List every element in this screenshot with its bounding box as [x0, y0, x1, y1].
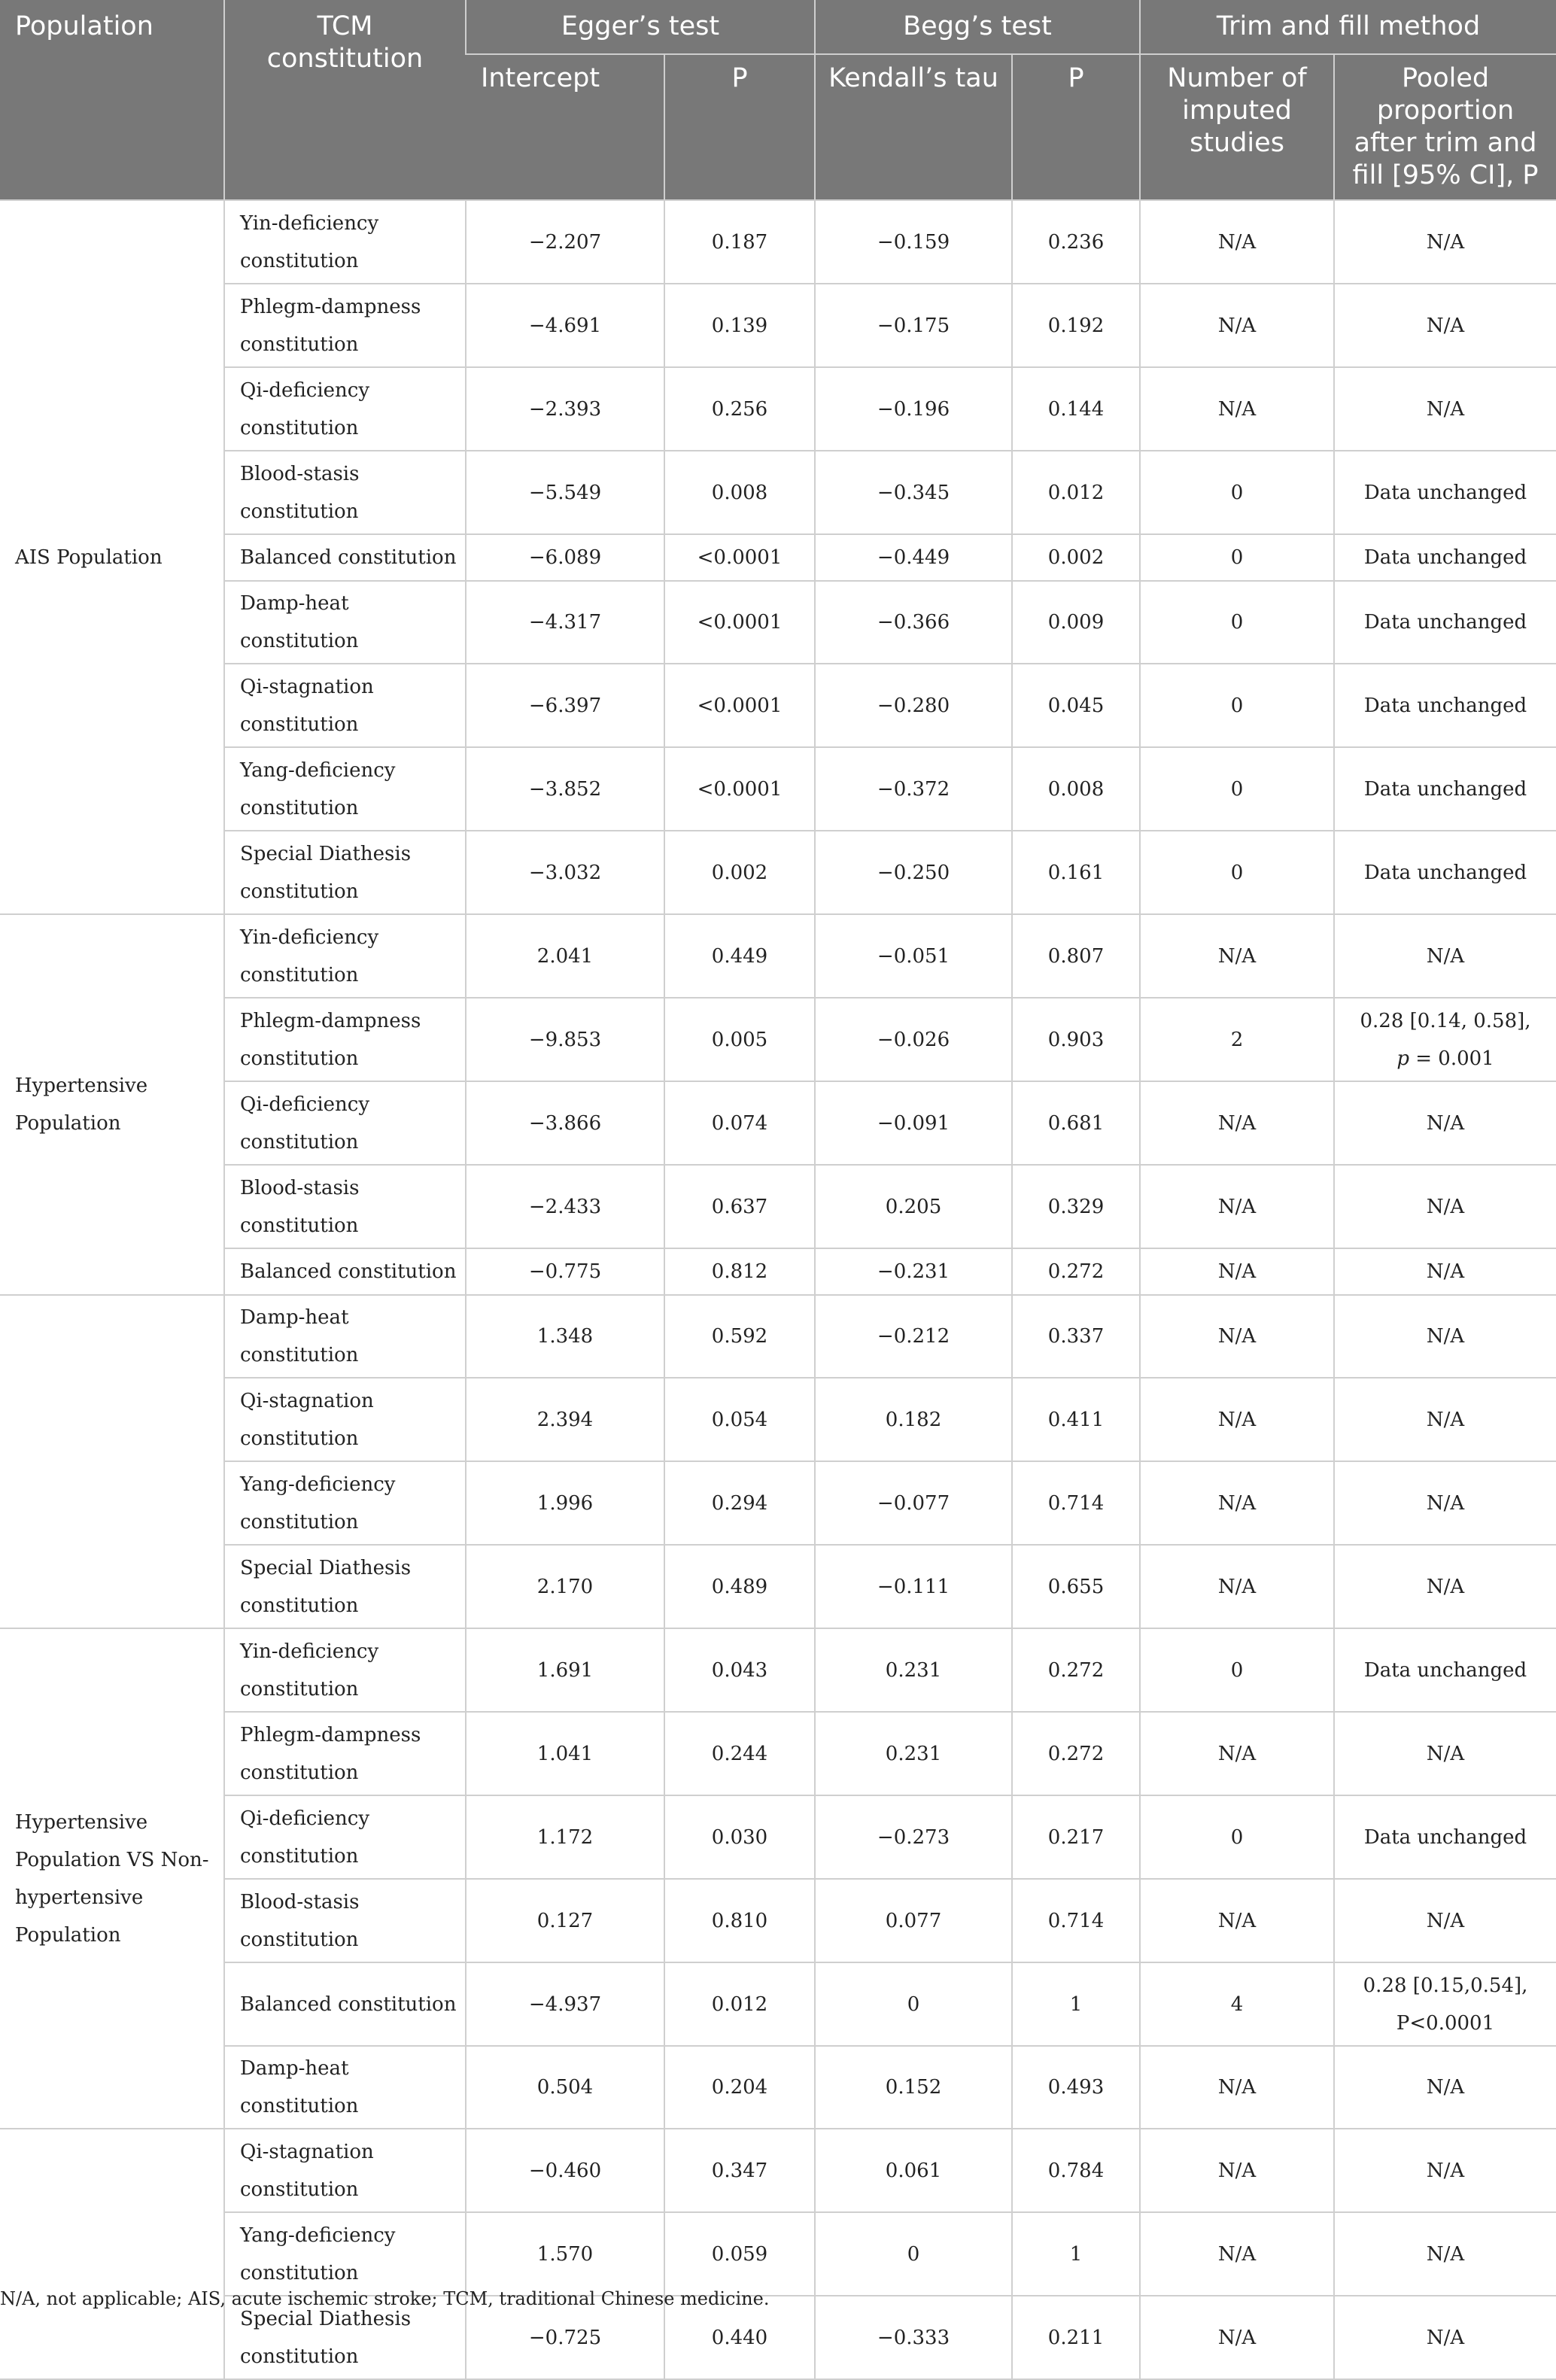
egger-intercept-cell: 1.691	[466, 1628, 664, 1712]
header-beggs-test: Begg’s test	[815, 0, 1140, 54]
kendalls-tau-cell: 0.231	[815, 1712, 1012, 1795]
kendalls-tau-cell: 0.231	[815, 1628, 1012, 1712]
table-row	[0, 451, 1556, 534]
population-cell: Hypertensive Population VS Non-hypertensive Population	[0, 1628, 224, 2129]
begg-p-cell: 0.217	[1012, 1795, 1140, 1879]
kendalls-tau-cell: −0.250	[815, 831, 1012, 914]
egger-p-cell: <0.0001	[664, 664, 815, 747]
egger-intercept-cell: −9.853	[466, 998, 664, 1081]
kendalls-tau-cell: −0.449	[815, 534, 1012, 581]
kendalls-tau-cell: −0.091	[815, 1081, 1012, 1165]
table-row	[0, 1628, 1556, 1712]
kendalls-tau-cell: −0.051	[815, 914, 1012, 998]
table-row	[0, 367, 1556, 451]
pooled-proportion-cell: N/A	[1334, 2212, 1556, 2296]
begg-p-cell: 0.161	[1012, 831, 1140, 914]
tcm-constitution-cell: Phlegm-dampness constitution	[224, 998, 466, 1081]
header-egger-p: P	[664, 54, 815, 200]
pooled-proportion-cell: N/A	[1334, 1165, 1556, 1248]
tcm-constitution-cell: Yang-deficiency constitution	[224, 1461, 466, 1545]
kendalls-tau-cell: −0.345	[815, 451, 1012, 534]
begg-p-cell: 0.211	[1012, 2296, 1140, 2379]
tcm-constitution-cell: Damp-heat constitution	[224, 581, 466, 664]
imputed-studies-cell: N/A	[1140, 1545, 1334, 1628]
tcm-constitution-cell: Qi-deficiency constitution	[224, 1795, 466, 1879]
pooled-proportion-cell: Data unchanged	[1334, 581, 1556, 664]
tcm-constitution-cell: Balanced constitution	[224, 1962, 466, 2046]
begg-p-cell: 0.681	[1012, 1081, 1140, 1165]
tcm-constitution-cell: Special Diathesis constitution	[224, 831, 466, 914]
kendalls-tau-cell: −0.159	[815, 200, 1012, 284]
kendalls-tau-cell: 0.152	[815, 2046, 1012, 2129]
table-row	[0, 1879, 1556, 1962]
imputed-studies-cell: N/A	[1140, 367, 1334, 451]
imputed-studies-cell: N/A	[1140, 1378, 1334, 1461]
pooled-proportion-cell: Data unchanged	[1334, 1628, 1556, 1712]
tcm-constitution-cell: Damp-heat constitution	[224, 1295, 466, 1378]
egger-p-cell: 0.005	[664, 998, 815, 1081]
egger-intercept-cell: −2.207	[466, 200, 664, 284]
table-row	[0, 1461, 1556, 1545]
egger-intercept-cell: −5.549	[466, 451, 664, 534]
kendalls-tau-cell: 0	[815, 1962, 1012, 2046]
pooled-proportion-cell: N/A	[1334, 1879, 1556, 1962]
table-row	[0, 2046, 1556, 2129]
table-row	[0, 1545, 1556, 1628]
egger-intercept-cell: 1.348	[466, 1295, 664, 1378]
imputed-studies-cell: 0	[1140, 831, 1334, 914]
imputed-studies-cell: N/A	[1140, 284, 1334, 367]
kendalls-tau-cell: −0.366	[815, 581, 1012, 664]
begg-p-cell: 0.045	[1012, 664, 1140, 747]
egger-intercept-cell: 1.996	[466, 1461, 664, 1545]
kendalls-tau-cell: 0.077	[815, 1879, 1012, 1962]
egger-p-cell: 0.449	[664, 914, 815, 998]
pooled-proportion-cell: N/A	[1334, 367, 1556, 451]
imputed-studies-cell: N/A	[1140, 1879, 1334, 1962]
imputed-studies-cell: N/A	[1140, 2296, 1334, 2379]
pooled-proportion-cell: 0.28 [0.15,0.54], P<0.0001	[1334, 1962, 1556, 2046]
begg-p-cell: 0.192	[1012, 284, 1140, 367]
pooled-proportion-cell: Data unchanged	[1334, 534, 1556, 581]
begg-p-cell: 0.411	[1012, 1378, 1140, 1461]
table-row	[0, 2212, 1556, 2296]
tcm-constitution-cell: Phlegm-dampness constitution	[224, 284, 466, 367]
header-kendalls-tau: Kendall’s tau	[815, 54, 1012, 200]
tcm-constitution-cell: Balanced constitution	[224, 1248, 466, 1295]
egger-intercept-cell: −2.433	[466, 1165, 664, 1248]
header-tcm-constitution: TCM constitution	[224, 0, 466, 200]
table-row	[0, 1378, 1556, 1461]
egger-p-cell: 0.244	[664, 1712, 815, 1795]
tcm-constitution-cell: Qi-stagnation constitution	[224, 664, 466, 747]
table-row	[0, 1295, 1556, 1378]
imputed-studies-cell: 0	[1140, 581, 1334, 664]
tcm-constitution-cell: Yang-deficiency constitution	[224, 747, 466, 831]
kendalls-tau-cell: −0.372	[815, 747, 1012, 831]
begg-p-cell: 0.493	[1012, 2046, 1140, 2129]
begg-p-cell: 0.272	[1012, 1248, 1140, 1295]
table-row	[0, 1248, 1556, 1295]
tcm-constitution-cell: Special Diathesis constitution	[224, 1545, 466, 1628]
population-cell: AIS Population	[0, 200, 224, 914]
begg-p-cell: 0.337	[1012, 1295, 1140, 1378]
pooled-proportion-cell: N/A	[1334, 914, 1556, 998]
table-row	[0, 664, 1556, 747]
tcm-constitution-cell: Qi-deficiency constitution	[224, 1081, 466, 1165]
table-row	[0, 581, 1556, 664]
tcm-constitution-cell: Qi-stagnation constitution	[224, 2129, 466, 2212]
imputed-studies-cell: N/A	[1140, 1165, 1334, 1248]
tcm-constitution-cell: Blood-stasis constitution	[224, 451, 466, 534]
imputed-studies-cell: 0	[1140, 451, 1334, 534]
egger-p-cell: 0.008	[664, 451, 815, 534]
kendalls-tau-cell: −0.077	[815, 1461, 1012, 1545]
egger-p-cell: 0.054	[664, 1378, 815, 1461]
begg-p-cell: 0.329	[1012, 1165, 1140, 1248]
egger-p-cell: 0.637	[664, 1165, 815, 1248]
population-cell	[0, 1295, 224, 1628]
egger-p-cell: 0.810	[664, 1879, 815, 1962]
tcm-constitution-cell: Yin-deficiency constitution	[224, 1628, 466, 1712]
pooled-proportion-cell: N/A	[1334, 2296, 1556, 2379]
kendalls-tau-cell: −0.273	[815, 1795, 1012, 1879]
egger-intercept-cell: −0.460	[466, 2129, 664, 2212]
egger-intercept-cell: 2.394	[466, 1378, 664, 1461]
imputed-studies-cell: 0	[1140, 534, 1334, 581]
table-row	[0, 914, 1556, 998]
egger-p-cell: <0.0001	[664, 747, 815, 831]
begg-p-cell: 0.807	[1012, 914, 1140, 998]
table-row	[0, 831, 1556, 914]
imputed-studies-cell: N/A	[1140, 2046, 1334, 2129]
imputed-studies-cell: 0	[1140, 747, 1334, 831]
table-row	[0, 2129, 1556, 2212]
egger-p-cell: 0.074	[664, 1081, 815, 1165]
egger-intercept-cell: −4.937	[466, 1962, 664, 2046]
imputed-studies-cell: N/A	[1140, 2129, 1334, 2212]
pooled-proportion-cell: N/A	[1334, 1545, 1556, 1628]
imputed-studies-cell: 2	[1140, 998, 1334, 1081]
tcm-constitution-cell: Damp-heat constitution	[224, 2046, 466, 2129]
egger-intercept-cell: −6.397	[466, 664, 664, 747]
begg-p-cell: 1	[1012, 1962, 1140, 2046]
pooled-proportion-cell: N/A	[1334, 1295, 1556, 1378]
egger-intercept-cell: −3.032	[466, 831, 664, 914]
egger-p-cell: 0.139	[664, 284, 815, 367]
kendalls-tau-cell: −0.231	[815, 1248, 1012, 1295]
egger-p-cell: 0.012	[664, 1962, 815, 2046]
tcm-constitution-cell: Blood-stasis constitution	[224, 1165, 466, 1248]
pooled-p-value: = 0.001	[1409, 1047, 1494, 1070]
egger-p-cell: 0.812	[664, 1248, 815, 1295]
tcm-constitution-cell: Phlegm-dampness constitution	[224, 1712, 466, 1795]
pooled-proportion-cell	[1334, 998, 1556, 1081]
header-imputed-studies: Number of imputed studies	[1140, 54, 1334, 200]
begg-p-cell: 0.714	[1012, 1879, 1140, 1962]
tcm-constitution-cell: Yin-deficiency constitution	[224, 914, 466, 998]
imputed-studies-cell: N/A	[1140, 1712, 1334, 1795]
begg-p-cell: 1	[1012, 2212, 1140, 2296]
population-cell: Hypertensive Population	[0, 914, 224, 1295]
pooled-proportion-cell: N/A	[1334, 1378, 1556, 1461]
kendalls-tau-cell: 0	[815, 2212, 1012, 2296]
pooled-proportion-cell: Data unchanged	[1334, 747, 1556, 831]
egger-p-cell: 0.347	[664, 2129, 815, 2212]
pooled-p-symbol: p	[1396, 1047, 1409, 1070]
imputed-studies-cell: N/A	[1140, 200, 1334, 284]
imputed-studies-cell: N/A	[1140, 2212, 1334, 2296]
header-intercept: Intercept	[466, 54, 664, 200]
egger-intercept-cell: 1.041	[466, 1712, 664, 1795]
pooled-proportion-cell: N/A	[1334, 2129, 1556, 2212]
egger-p-cell: 0.043	[664, 1628, 815, 1712]
pooled-proportion-cell: Data unchanged	[1334, 664, 1556, 747]
egger-intercept-cell: 0.504	[466, 2046, 664, 2129]
pooled-proportion-cell: Data unchanged	[1334, 1795, 1556, 1879]
table-row	[0, 747, 1556, 831]
egger-intercept-cell: −4.691	[466, 284, 664, 367]
table-row	[0, 1165, 1556, 1248]
pooled-proportion-cell: N/A	[1334, 1712, 1556, 1795]
egger-intercept-cell: −2.393	[466, 367, 664, 451]
imputed-studies-cell: N/A	[1140, 1295, 1334, 1378]
imputed-studies-cell: 0	[1140, 664, 1334, 747]
kendalls-tau-cell: −0.333	[815, 2296, 1012, 2379]
begg-p-cell: 0.008	[1012, 747, 1140, 831]
egger-intercept-cell: −6.089	[466, 534, 664, 581]
egger-intercept-cell: −0.775	[466, 1248, 664, 1295]
egger-intercept-cell: −0.725	[466, 2296, 664, 2379]
begg-p-cell: 0.272	[1012, 1712, 1140, 1795]
imputed-studies-cell: N/A	[1140, 914, 1334, 998]
pooled-proportion-cell: N/A	[1334, 284, 1556, 367]
imputed-studies-cell: N/A	[1140, 1081, 1334, 1165]
tcm-constitution-cell: Special Diathesis constitution	[224, 2296, 466, 2379]
header-trim-and-fill: Trim and fill method	[1140, 0, 1556, 54]
kendalls-tau-cell: −0.280	[815, 664, 1012, 747]
header-pooled-proportion: Pooled proportion after trim and fill [95% CI], P	[1334, 54, 1556, 200]
table-row	[0, 534, 1556, 581]
egger-p-cell: 0.030	[664, 1795, 815, 1879]
egger-p-cell: 0.592	[664, 1295, 815, 1378]
egger-p-cell: 0.059	[664, 2212, 815, 2296]
table-header	[0, 0, 1556, 200]
kendalls-tau-cell: −0.175	[815, 284, 1012, 367]
table-row	[0, 1712, 1556, 1795]
table-row	[0, 200, 1556, 284]
egger-p-cell: <0.0001	[664, 581, 815, 664]
tcm-constitution-cell: Balanced constitution	[224, 534, 466, 581]
egger-p-cell: 0.294	[664, 1461, 815, 1545]
kendalls-tau-cell: 0.182	[815, 1378, 1012, 1461]
pooled-proportion-cell: N/A	[1334, 200, 1556, 284]
egger-p-cell: 0.440	[664, 2296, 815, 2379]
egger-intercept-cell: −4.317	[466, 581, 664, 664]
pooled-proportion-cell: N/A	[1334, 2046, 1556, 2129]
table-row	[0, 284, 1556, 367]
pooled-proportion-cell: N/A	[1334, 1461, 1556, 1545]
imputed-studies-cell: 0	[1140, 1795, 1334, 1879]
tcm-constitution-cell: Blood-stasis constitution	[224, 1879, 466, 1962]
tcm-constitution-cell: Qi-stagnation constitution	[224, 1378, 466, 1461]
begg-p-cell: 0.784	[1012, 2129, 1140, 2212]
egger-p-cell: 0.256	[664, 367, 815, 451]
egger-p-cell: <0.0001	[664, 534, 815, 581]
egger-intercept-cell: 2.170	[466, 1545, 664, 1628]
egger-intercept-cell: 1.172	[466, 1795, 664, 1879]
table-row	[0, 1081, 1556, 1165]
egger-p-cell: 0.489	[664, 1545, 815, 1628]
table-row	[0, 1962, 1556, 2046]
egger-p-cell: 0.204	[664, 2046, 815, 2129]
egger-intercept-cell: −3.852	[466, 747, 664, 831]
tcm-constitution-cell: Yin-deficiency constitution	[224, 200, 466, 284]
kendalls-tau-cell: −0.196	[815, 367, 1012, 451]
header-population: Population	[0, 0, 224, 200]
pooled-estimate-text: 0.28 [0.14, 0.58],	[1360, 1009, 1531, 1032]
begg-p-cell: 0.012	[1012, 451, 1140, 534]
begg-p-cell: 0.144	[1012, 367, 1140, 451]
begg-p-cell: 0.655	[1012, 1545, 1140, 1628]
egger-p-cell: 0.002	[664, 831, 815, 914]
begg-p-cell: 0.009	[1012, 581, 1140, 664]
egger-intercept-cell: −3.866	[466, 1081, 664, 1165]
kendalls-tau-cell: −0.111	[815, 1545, 1012, 1628]
imputed-studies-cell: 4	[1140, 1962, 1334, 2046]
imputed-studies-cell: N/A	[1140, 1461, 1334, 1545]
begg-p-cell: 0.272	[1012, 1628, 1140, 1712]
imputed-studies-cell: N/A	[1140, 1248, 1334, 1295]
pooled-proportion-cell: N/A	[1334, 1081, 1556, 1165]
imputed-studies-cell: 0	[1140, 1628, 1334, 1712]
kendalls-tau-cell: 0.061	[815, 2129, 1012, 2212]
table-row	[0, 1795, 1556, 1879]
kendalls-tau-cell: 0.205	[815, 1165, 1012, 1248]
header-eggers-test: Egger’s test	[466, 0, 815, 54]
egger-p-cell: 0.187	[664, 200, 815, 284]
header-begg-p: P	[1012, 54, 1140, 200]
population-cell	[0, 2129, 224, 2379]
pooled-proportion-cell: Data unchanged	[1334, 831, 1556, 914]
pooled-proportion-cell: Data unchanged	[1334, 451, 1556, 534]
tcm-constitution-cell: Yang-deficiency constitution	[224, 2212, 466, 2296]
begg-p-cell: 0.903	[1012, 998, 1140, 1081]
kendalls-tau-cell: −0.212	[815, 1295, 1012, 1378]
pooled-proportion-cell: N/A	[1334, 1248, 1556, 1295]
begg-p-cell: 0.714	[1012, 1461, 1140, 1545]
tcm-constitution-cell: Qi-deficiency constitution	[224, 367, 466, 451]
begg-p-cell: 0.002	[1012, 534, 1140, 581]
table-row	[0, 998, 1556, 1081]
egger-intercept-cell: 1.570	[466, 2212, 664, 2296]
egger-intercept-cell: 0.127	[466, 1879, 664, 1962]
kendalls-tau-cell: −0.026	[815, 998, 1012, 1081]
table-footnote: N/A, not applicable; AIS, acute ischemic stroke; TCM, traditional Chinese medicine.	[0, 2288, 770, 2309]
table-body	[0, 200, 1556, 2379]
egger-intercept-cell: 2.041	[466, 914, 664, 998]
begg-p-cell: 0.236	[1012, 200, 1140, 284]
